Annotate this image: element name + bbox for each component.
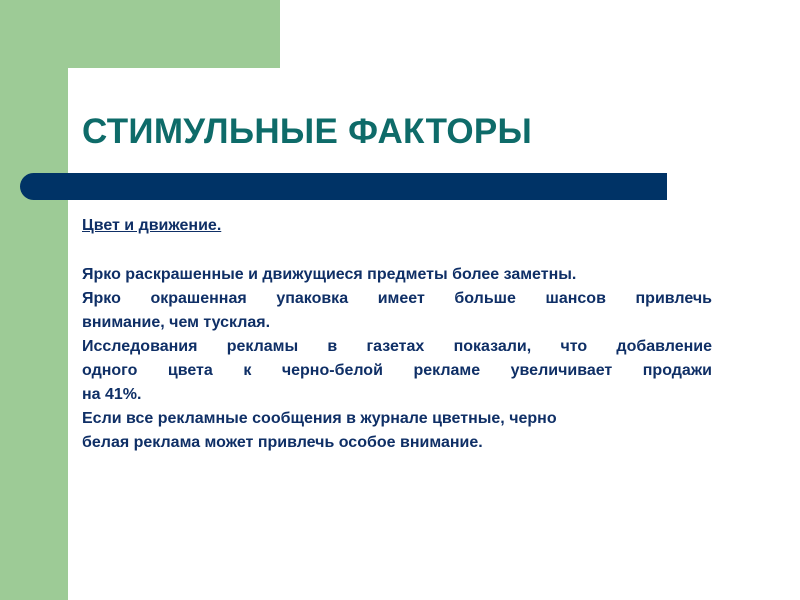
slide-content [82,214,712,455]
paragraph [82,287,712,335]
paragraph [82,263,712,287]
paragraph-line: одного цвета к черно-белой рекламе увеличивает продажи [82,362,712,379]
paragraph [82,407,712,455]
paragraph-line: Ярко раскрашенные и движущиеся предметы более заметны. [82,266,577,283]
slide-title: СТИМУЛЬНЫЕ ФАКТОРЫ [82,112,533,151]
section-subheading: Цвет и движение. [82,217,222,234]
decorative-green-bar [0,0,68,600]
paragraph-line: Если все рекламные сообщения в журнале цветные, черно [82,410,557,427]
paragraph-line: внимание, чем тусклая. [82,314,271,331]
paragraph-line: белая реклама может привлечь особое внимание. [82,434,483,451]
paragraph-line: Исследования рекламы в газетах показали, что добавление [82,338,712,355]
decorative-green-block [0,0,280,68]
title-underline-bar [20,173,667,200]
paragraph-line: на 41%. [82,386,142,403]
paragraph [82,335,712,407]
paragraph-line: Ярко окрашенная упаковка имеет больше шансов привлечь [82,290,712,307]
